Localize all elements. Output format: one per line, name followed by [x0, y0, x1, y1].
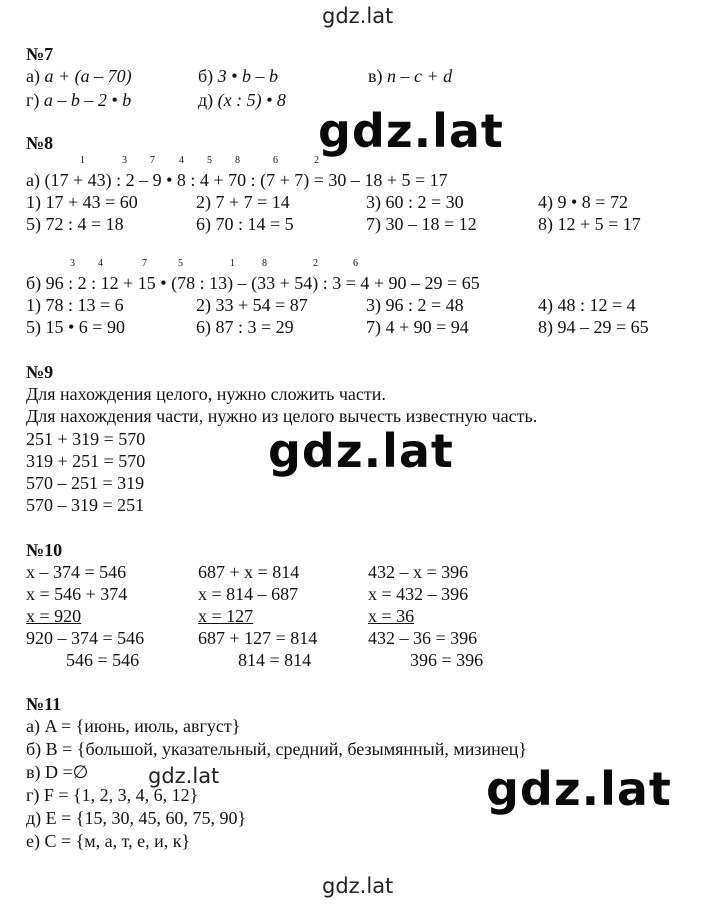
- p8a-step: 4) 9 • 8 = 72: [538, 192, 628, 212]
- order-number: 5: [207, 155, 212, 166]
- watermark-mid: gdz.lat: [148, 764, 220, 788]
- problem-10-title: №10: [26, 540, 63, 560]
- p9-equation: 570 – 319 = 251: [26, 495, 145, 515]
- p7-item-b: б) 3 • b – b: [198, 66, 278, 86]
- p8a-step: 5) 72 : 4 = 18: [26, 214, 124, 234]
- order-number: 1: [80, 155, 85, 166]
- watermark-large-3: gdz.lat: [486, 762, 672, 816]
- p10-col1-check: 546 = 546: [66, 650, 140, 670]
- order-number: 3: [70, 258, 75, 269]
- p10-col1-line: 920 – 374 = 546: [26, 628, 145, 648]
- p8a-step: 7) 30 – 18 = 12: [366, 214, 477, 234]
- order-number: 6: [353, 258, 358, 269]
- order-number: 4: [98, 258, 103, 269]
- p7-item-d: д) (x : 5) • 8: [198, 90, 286, 110]
- p10-col2-line: x = 814 – 687: [198, 584, 299, 604]
- order-number: 8: [235, 155, 240, 166]
- watermark-large-1: gdz.lat: [318, 104, 504, 158]
- p11-set-a: а) A = {июнь, июль, август}: [26, 716, 241, 736]
- watermark-bottom: gdz.lat: [322, 874, 394, 898]
- p10-col2-line: 687 + 127 = 814: [198, 628, 318, 648]
- p10-col3-answer: x = 36: [368, 606, 415, 626]
- order-number: 2: [314, 155, 319, 166]
- p10-col2-line: 687 + x = 814: [198, 562, 300, 582]
- p10-col3-line: x = 432 – 396: [368, 584, 469, 604]
- p8b-step: 6) 87 : 3 = 29: [196, 317, 294, 337]
- p11-set-v: в) D =∅: [26, 762, 89, 782]
- p9-equation: 570 – 251 = 319: [26, 473, 145, 493]
- order-number: 7: [142, 258, 147, 269]
- p7-item-a: а) a + (a – 70): [26, 66, 132, 86]
- order-number: 5: [178, 258, 183, 269]
- p8b-step: 4) 48 : 12 = 4: [538, 295, 636, 315]
- p8a-step: 2) 7 + 7 = 14: [196, 192, 290, 212]
- p8a-step: 1) 17 + 43 = 60: [26, 192, 138, 212]
- order-number: 2: [313, 258, 318, 269]
- p11-set-e: е) C = {м, а, т, е, и, к}: [26, 831, 191, 851]
- p10-col2-answer: x = 127: [198, 606, 254, 626]
- p10-col3-line: 432 – x = 396: [368, 562, 469, 582]
- p9-rule-part: Для нахождения части, нужно из целого вычесть известную часть.: [26, 406, 538, 426]
- p10-col3-line: 432 – 36 = 396: [368, 628, 478, 648]
- p8b-step: 5) 15 • 6 = 90: [26, 317, 125, 337]
- p8a-step: 8) 12 + 5 = 17: [538, 214, 641, 234]
- p8b-step: 2) 33 + 54 = 87: [196, 295, 308, 315]
- p7-item-v: в) n – c + d: [368, 66, 453, 86]
- order-number: 1: [230, 258, 235, 269]
- p8a-step: 3) 60 : 2 = 30: [366, 192, 464, 212]
- p8-expression-a: а) (17 + 43) : 2 – 9 • 8 : 4 + 70 : (7 + 7) = 30 – 18 + 5 = 17: [26, 170, 448, 190]
- p10-col3-check: 396 = 396: [410, 650, 484, 670]
- p8a-step: 6) 70 : 14 = 5: [196, 214, 294, 234]
- p10-col1-answer: x = 920: [26, 606, 82, 626]
- problem-8-title: №8: [26, 133, 54, 153]
- watermark-large-2: gdz.lat: [268, 424, 454, 478]
- p9-equation: 251 + 319 = 570: [26, 429, 146, 449]
- order-number: 3: [122, 155, 127, 166]
- order-number: 4: [179, 155, 184, 166]
- p8b-step: 1) 78 : 13 = 6: [26, 295, 124, 315]
- problem-9-title: №9: [26, 362, 54, 382]
- p8b-step: 3) 96 : 2 = 48: [366, 295, 464, 315]
- p8b-step: 7) 4 + 90 = 94: [366, 317, 469, 337]
- p7-item-g: г) a – b – 2 • b: [26, 90, 132, 110]
- order-number: 7: [150, 155, 155, 166]
- p8b-step: 8) 94 – 29 = 65: [538, 317, 649, 337]
- p9-equation: 319 + 251 = 570: [26, 451, 146, 471]
- watermark-top: gdz.lat: [322, 4, 394, 28]
- order-number: 8: [262, 258, 267, 269]
- p8-expression-b: б) 96 : 2 : 12 + 15 • (78 : 13) – (33 + 54) : 3 = 4 + 90 – 29 = 65: [26, 273, 480, 293]
- problem-7-title: №7: [26, 44, 54, 64]
- problem-11-title: №11: [26, 694, 62, 714]
- order-number: 6: [273, 155, 278, 166]
- p10-col1-line: x = 546 + 374: [26, 584, 128, 604]
- p11-set-d: д) E = {15, 30, 45, 60, 75, 90}: [26, 808, 247, 828]
- p9-rule-whole: Для нахождения целого, нужно сложить части.: [26, 384, 386, 404]
- p11-set-b: б) B = {большой, указательный, средний, безымянный, мизинец}: [26, 739, 528, 759]
- p11-set-g: г) F = {1, 2, 3, 4, 6, 12}: [26, 785, 199, 805]
- p10-col1-line: x – 374 = 546: [26, 562, 127, 582]
- p10-col2-check: 814 = 814: [238, 650, 312, 670]
